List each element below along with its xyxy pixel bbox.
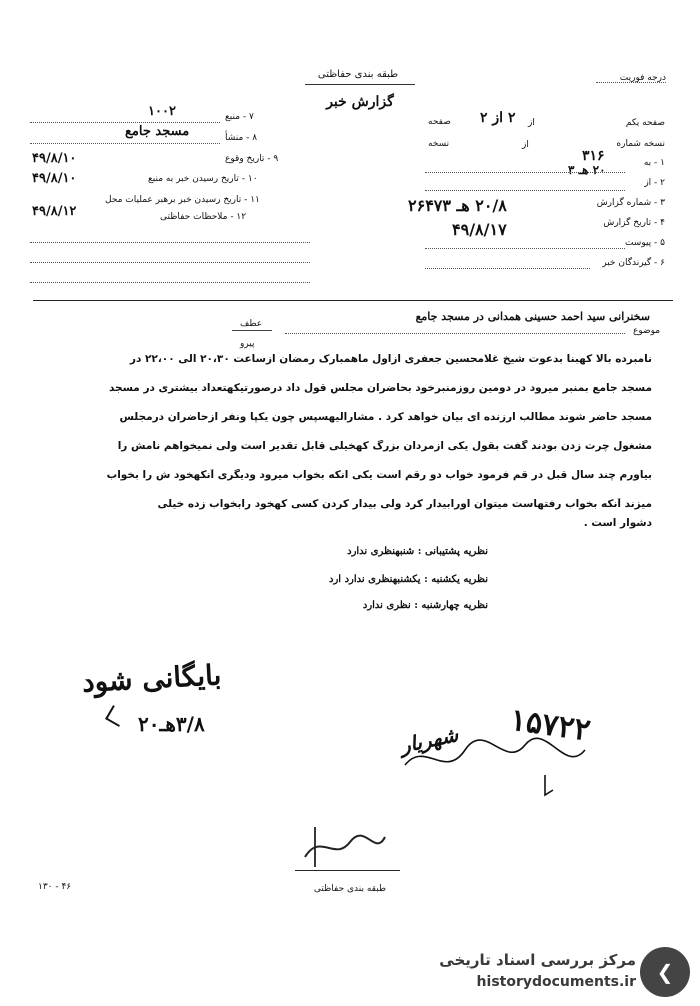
header-divider [33, 300, 673, 301]
left-field-2: ۹ - تاریخ وقوع [225, 154, 279, 164]
body-line-1: مسجد جامع بمنبر میرود در دومین روزمنبرخود بحاضران مجلس قول داد درصورتیکهتعداد بیشتری در مسجد [108, 382, 652, 394]
body-line-2: مسجد حاضر شوند مطالب ارزنده ای بیان خواهد کرد . مشارالیهسپس چون یکپا ونفر ازحاضران درمجلس [119, 411, 652, 423]
report-number-hand: ۲۰/۸ هـ ۲۶۴۷۳ [408, 196, 507, 215]
subject-label: موضوع [633, 326, 661, 336]
subject-text: سخنرانی سید احمد حسینی همدانی در مسجد جامع [415, 310, 650, 323]
copy-of: از [522, 140, 529, 150]
left-field-0: ۷ - منبع [225, 112, 254, 122]
right-field-0 [626, 118, 665, 128]
origin-hand: مسجد جامع [125, 124, 190, 139]
note-hand-1: ارد [329, 574, 342, 585]
signature: شهریار [398, 722, 461, 758]
classification-bottom: طبقه بندی حفاظتی [313, 884, 387, 894]
peyro-label: پیرو [240, 339, 255, 349]
right-field-1: نسخه شماره [616, 139, 665, 149]
note-row-2 [363, 600, 488, 611]
stamp-number: ۱۵۷۲۲ [507, 702, 593, 749]
atf-underline [232, 330, 272, 331]
left-field-4: ۱۱ - تاریخ رسیدن خبر برهبر عملیات محل [105, 195, 260, 205]
report-date-hand: ۴۹/۸/۱۷ [452, 220, 507, 239]
archive-text: بایگانی شود [81, 658, 223, 699]
note-label-2: نظریه چهارشنبه : [414, 600, 488, 611]
ops-date-hand: ۴۹/۸/۱۲ [32, 204, 77, 219]
occur-date-hand: ۴۹/۸/۱۰ [32, 151, 77, 166]
page-hand: ۲ از ۲ [480, 110, 516, 126]
note-value-1: یکشنبهنظری ندارد [344, 574, 421, 585]
footer-divider [295, 870, 400, 871]
origin-line [30, 143, 220, 144]
source-date-hand: ۴۹/۸/۱۰ [32, 171, 77, 186]
note-row-0 [347, 546, 488, 557]
right-field-4: ۳ - شماره گزارش [596, 198, 665, 208]
source-line [30, 122, 220, 123]
body-line-4: بیاورم چند سال قبل در قم فرمود خواب دو رقم است یکی انکه بخواب میرود ودیگری آنکهخود ش را بخواب [106, 469, 652, 481]
remarks-line-1 [30, 242, 310, 243]
archive-bracket [105, 705, 127, 727]
right-field-2: ۱ - به [643, 158, 665, 168]
watermark-url: historydocuments.ir [476, 974, 636, 990]
form-code: ۱۳۰ - ۴۶ [38, 882, 72, 892]
left-field-1: ۸ - منشأ [225, 133, 258, 143]
body-line-0: نامبرده بالا کهبنا بدعوت شیخ غلامحسین جعفری ازاول ماهمبارک رمضان ازساعت ۲۰،۳۰ الی ۲۲،۰۰ در [129, 353, 652, 365]
atf-label: عطف [240, 319, 263, 329]
right-field-7: ۶ - گیرندگان خبر [602, 258, 665, 268]
attach-line [425, 248, 625, 249]
body-line-6: دشوار است . [583, 517, 652, 529]
left-field-5: ۱۲ - ملاحظات حفاظتی [160, 212, 247, 222]
body-line-3: مشغول چرت زدن بودند گفت بقول یکی ازمردان بزرگ کهخیلی قابل تقدیر است ولی نمیخواهم نامش را [117, 440, 652, 452]
note-value-0: شنبهنظری ندارد [347, 546, 415, 557]
source-hand: ۱۰۰۲ [148, 104, 176, 119]
page-of: از [528, 118, 535, 128]
subject-line [285, 333, 625, 334]
to-line [425, 172, 625, 173]
from-line [425, 190, 625, 191]
note-value-2: نظری ندارد [362, 600, 411, 611]
left-field-3: ۱۰ - تاریخ رسیدن خبر به منبع [148, 174, 258, 184]
right-field-1b: نسخه [428, 139, 450, 149]
to-hand: ۲۰ هـ ۳ [568, 163, 606, 177]
watermark-logo-icon: ❮ [640, 947, 690, 997]
priority-line [596, 82, 666, 83]
right-field-6: ۵ - پیوست [624, 238, 665, 248]
remarks-line-3 [30, 282, 310, 283]
signature-scrawl [395, 720, 595, 800]
archive-code: ۳/۸هـ۲۰ [138, 712, 205, 736]
bottom-signature-mark [300, 822, 390, 872]
page-label: صفحه یکم [625, 118, 665, 128]
priority-label: درجه فوریت [619, 73, 666, 83]
note-row-1 [329, 574, 488, 585]
remarks-line-2 [30, 262, 310, 263]
classification-top: طبقه بندی حفاظتی [317, 69, 399, 80]
note-label-1: نظریه یکشنبه : [424, 574, 488, 585]
classification-underline [305, 84, 415, 85]
copy-hand: ۳۱۶ [582, 148, 605, 164]
body-line-5: میزند آنکه بخواب رفتهاست میتوان اورابیدار کرد ولی بیدار کردن کسی کهخود رابخواب زده خیلی [157, 498, 652, 510]
note-label-0: نظریه پشتیبانی : [417, 546, 488, 557]
right-field-3: ۲ - از [644, 178, 665, 188]
recipients-line [425, 268, 590, 269]
right-field-0b: صفحه [428, 117, 451, 127]
report-type: گزارش خبر [326, 94, 394, 110]
watermark-title: مرکز بررسی اسناد تاریخی [439, 951, 636, 969]
right-field-5: ۴ - تاریخ گزارش [603, 218, 665, 228]
